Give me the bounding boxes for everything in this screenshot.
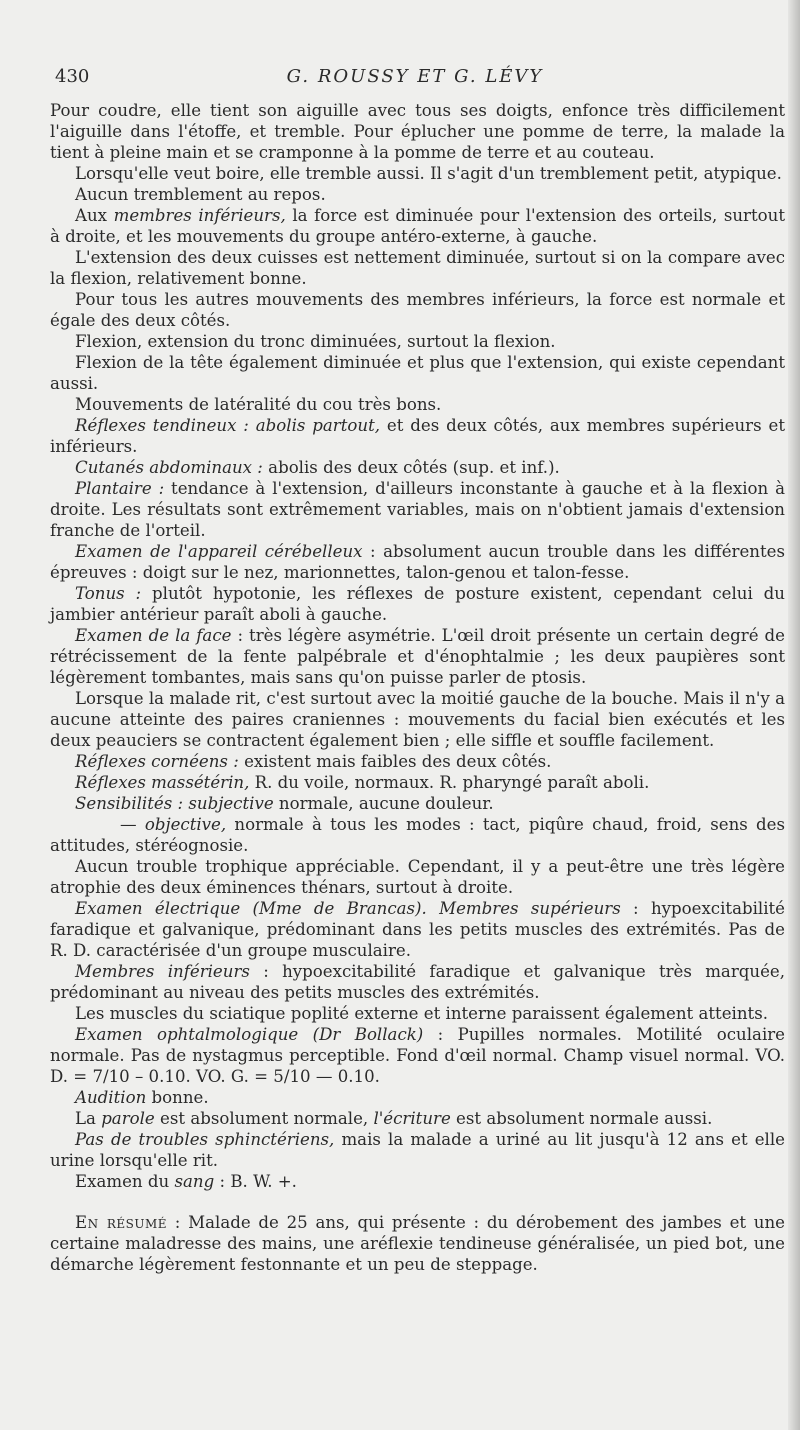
paragraph-text: bonne. <box>146 1088 209 1107</box>
paragraph-lead: La <box>75 1109 102 1128</box>
paragraph <box>50 247 785 289</box>
paragraph-label: membres inférieurs, <box>113 206 286 225</box>
paragraph <box>50 625 785 688</box>
paragraph <box>50 352 785 394</box>
paragraph-lead: Examen du <box>75 1172 175 1191</box>
paragraph-text: abolis des deux côtés (sup. et inf.). <box>262 458 560 477</box>
body-text <box>50 100 785 1275</box>
paragraph <box>50 457 785 478</box>
paragraph-text: plutôt hypotonie, les réflexes de posture existent, cependant celui du jambier antérieur paraît aboli à gauche. <box>50 584 785 624</box>
paragraph-text: Flexion, extension du tronc diminuées, surtout la flexion. <box>75 332 556 351</box>
paragraph <box>50 583 785 625</box>
paragraph <box>50 163 785 184</box>
paragraph-label: Examen ophtalmologique (Dr Bollack) <box>75 1025 424 1044</box>
paragraph <box>50 289 785 331</box>
paragraph-text: la force est diminuée pour l'extension des orteils, surtout à droite, et les mouvements du groupe antéro-externe, à gauche. <box>50 206 786 246</box>
paragraph <box>50 331 785 352</box>
paragraph <box>50 688 785 751</box>
paragraph-label: Pas de troubles sphinctériens, <box>75 1130 335 1149</box>
paragraph-text: : hypoexcitabilité faradique et galvanique très marquée, prédominant au niveau des petits muscles des extrémités. <box>50 962 785 1002</box>
paragraph-label: Sensibilités : subjective <box>75 794 274 813</box>
paragraph-text: tendance à l'extension, d'ailleurs inconstante à gauche et à la flexion à droite. Les résultats sont extrêmement variables, mais on n'obtient jamais d'extension franche de l'orteil. <box>50 479 785 540</box>
paragraph <box>50 394 785 415</box>
paragraph-label: l'écriture <box>373 1109 451 1128</box>
page-header <box>55 66 775 90</box>
paragraph-text: : B. W. +. <box>214 1172 297 1191</box>
paragraph-lead: — <box>120 815 145 834</box>
paragraph-text: Aucun trouble trophique appréciable. Cependant, il y a peut-être une très légère atrophie des deux éminences thénars, surtout à droite. <box>50 857 785 897</box>
paragraph-text: mais la malade a uriné au lit jusqu'à 12 ans et elle urine lorsqu'elle rit. <box>50 1130 785 1170</box>
paragraph-text: Aucun tremblement au repos. <box>75 185 326 204</box>
paragraph-text: : très légère asymétrie. L'œil droit présente un certain degré de rétrécissement de la fente palpébrale et d'énophtalmie ; les deux paupières sont légèrement tombantes, mais sans qu'on puisse parler de ptosis. <box>50 626 785 687</box>
paragraph-label: Réflexes tendineux : abolis partout, <box>75 416 381 435</box>
paragraph-label: Réflexes cornéens : <box>75 752 239 771</box>
paragraph <box>50 751 785 772</box>
paragraph-lead: Aux <box>75 206 114 225</box>
paragraph-label: Cutanés abdominaux : <box>75 458 263 477</box>
paragraph <box>50 1003 785 1024</box>
paragraph <box>50 856 785 898</box>
paragraph-text: Lorsque la malade rit, c'est surtout avec la moitié gauche de la bouche. Mais il n'y a aucune atteinte des paires craniennes : mouvements du facial bien exécutés et les deux peauciers se contractent également bien ; elle siffle et souffle facilement. <box>50 689 785 750</box>
summary-label: En résumé <box>75 1213 168 1232</box>
paragraph-label: objective, <box>144 815 227 834</box>
paragraph <box>50 772 785 793</box>
paragraph <box>50 1108 785 1129</box>
paragraph-text: normale, aucune douleur. <box>273 794 494 813</box>
paragraph <box>50 898 785 961</box>
paragraph <box>50 1171 785 1192</box>
paragraph <box>50 205 785 247</box>
paragraph-text: L'extension des deux cuisses est nettement diminuée, surtout si on la compare avec la flexion, relativement bonne. <box>50 248 785 288</box>
paragraph-label: Examen de la face <box>75 626 232 645</box>
paragraph-text: Pour coudre, elle tient son aiguille avec tous ses doigts, enfonce très difficilement l'aiguille dans l'étoffe, et tremble. Pour éplucher une pomme de terre, la malade la tient à pleine main et se cramponne à la pomme de terre et au couteau. <box>50 101 785 162</box>
paragraph-label: Examen électrique (Mme de Brancas). Membres supérieurs <box>75 899 621 918</box>
paragraph <box>50 1024 785 1087</box>
page-edge-shadow <box>788 0 800 1430</box>
paragraph <box>50 1212 785 1275</box>
paragraph-label: Réflexes massétérin, <box>75 773 250 792</box>
page-number: 430 <box>55 66 90 87</box>
paragraph-text: : Malade de 25 ans, qui présente : du dérobement des jambes et une certaine maladresse des mains, une aréflexie tendineuse généralisée, un pied bot, une démarche légèrement festonnante et un peu de steppage. <box>50 1213 785 1274</box>
paragraph-label: Membres inférieurs <box>75 962 250 981</box>
paragraph-label: sang <box>174 1172 215 1191</box>
paragraph-text: Lorsqu'elle veut boire, elle tremble aussi. Il s'agit d'un tremblement petit, atypique. <box>75 164 782 183</box>
paragraph <box>50 184 785 205</box>
paragraph <box>50 793 785 814</box>
paragraph <box>50 1129 785 1171</box>
paragraph-text: existent mais faibles des deux côtés. <box>238 752 552 771</box>
paragraph <box>50 961 785 1003</box>
paragraph-text: et des deux côtés, aux membres supérieurs et inférieurs. <box>50 416 785 456</box>
paragraph-text: Pour tous les autres mouvements des membres inférieurs, la force est normale et égale des deux côtés. <box>50 290 785 330</box>
paragraph-text: Flexion de la tête également diminuée et plus que l'extension, qui existe cependant aussi. <box>50 353 785 393</box>
paragraph-label: Examen de l'appareil cérébelleux <box>75 542 363 561</box>
paragraph-text: : absolument aucun trouble dans les différentes épreuves : doigt sur le nez, marionnettes, talon-genou et talon-fesse. <box>50 542 785 582</box>
paragraph-label: parole <box>101 1109 155 1128</box>
paragraph-label: Tonus : <box>75 584 142 603</box>
paragraph-text: Mouvements de latéralité du cou très bons. <box>75 395 442 414</box>
paragraph-text: R. du voile, normaux. R. pharyngé paraît aboli. <box>249 773 650 792</box>
paragraph-text: est absolument normale, <box>154 1109 374 1128</box>
paragraph-label: Plantaire : <box>75 479 165 498</box>
paragraph-text: : Pupilles normales. Motilité oculaire normale. Pas de nystagmus perceptible. Fond d'œil normal. Champ visuel normal. VO. D. = 7/10 – 0.10. VO. G. = 5/10 — 0.10. <box>50 1025 786 1086</box>
running-title: G. ROUSSY ET G. LÉVY <box>286 66 544 87</box>
paragraph <box>50 541 785 583</box>
paragraph-text: normale à tous les modes : tact, piqûre chaud, froid, sens des attitudes, stéréognosie. <box>50 815 785 855</box>
paragraph <box>50 1087 785 1108</box>
paragraph-text: Les muscles du sciatique poplité externe et interne paraissent également atteints. <box>75 1004 768 1023</box>
paragraph <box>50 478 785 541</box>
paragraph-text: : hypoexcitabilité faradique et galvanique, prédominant dans les petits muscles des extrémités. Pas de R. D. caractérisée d'un groupe musculaire. <box>50 899 785 960</box>
paragraph-label: Audition <box>75 1088 147 1107</box>
paragraph-text: est absolument normale aussi. <box>450 1109 713 1128</box>
paragraph <box>50 415 785 457</box>
paragraph <box>50 814 785 856</box>
paragraph <box>50 100 785 163</box>
